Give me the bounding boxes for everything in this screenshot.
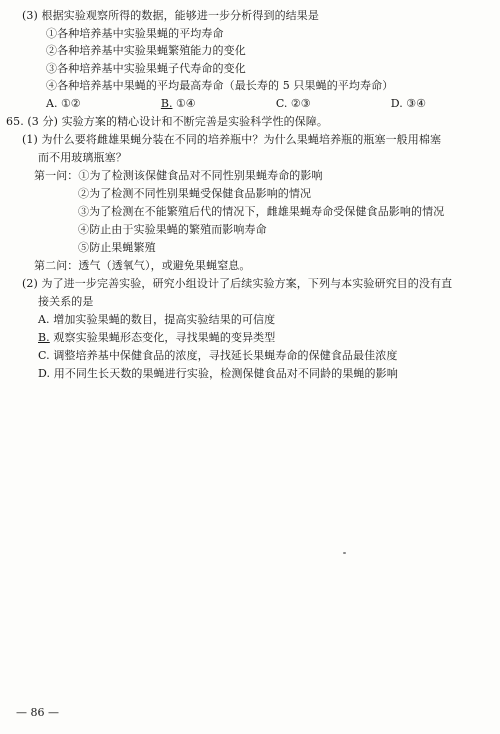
first-ask-prefix: 第一问：: [34, 169, 79, 182]
first-ask-item-5: ⑤防止果蝇繁殖: [78, 241, 156, 254]
q3-option-a: A. ①②: [46, 97, 81, 110]
q3-item-3: ③各种培养基中实验果蝇子代寿命的变化: [46, 62, 246, 75]
q3-stem: (3) 根据实验观察所得的数据，能够进一步分析得到的结果是: [22, 9, 319, 22]
q3-option-b: B. ①④: [160, 97, 196, 110]
first-ask-item-3: ③为了检测在不能繁殖后代的情况下，雌雄果蝇寿命受保健食品影响的情况: [78, 205, 445, 218]
q65-option-a: A. 增加实验果蝇的数目，提高实验结果的可信度: [38, 313, 276, 326]
q3-options: [46, 98, 426, 109]
q3-option-b-letter: B.: [160, 97, 173, 110]
first-ask-item-2: ②为了检测不同性别果蝇受保健食品影响的情况: [78, 187, 312, 200]
page-number: — 86 —: [16, 706, 59, 719]
first-ask-item-1: ①为了检测该保健食品对不同性别果蝇寿命的影响: [78, 169, 323, 182]
q65-sub2-line1: (2) 为了进一步完善实验，研究小组设计了后续实验方案，下列与本实验研究目的没有直: [22, 277, 453, 290]
q65-option-b-letter: B.: [38, 331, 50, 344]
q65-option-b: B. 观察实验果蝇形态变化，寻找果蝇的变异类型: [38, 331, 276, 344]
q65-option-d: D. 用不同生长天数的果蝇进行实验，检测保健食品对不同龄的果蝇的影响: [38, 367, 398, 380]
q3-item-4: ④各种培养基中果蝇的平均最高寿命（最长寿的 5 只果蝇的平均寿命）: [46, 79, 394, 92]
second-ask: 第二问：透气（透氧气），或避免果蝇窒息。: [34, 259, 251, 272]
q3-item-1: ①各种培养基中实验果蝇的平均寿命: [46, 27, 224, 40]
q65-sub1-line1: (1) 为什么要将雌雄果蝇分装在不同的培养瓶中？为什么果蝇培养瓶的瓶塞一般用棉塞: [22, 133, 442, 146]
scan-speck: [343, 552, 346, 554]
q3-option-c: C. ②③: [275, 97, 311, 110]
q65-sub2-line2: 接关系的是: [38, 295, 94, 308]
q65-first-ask-line1: [34, 170, 323, 181]
q65-sub1-line2: 而不用玻璃瓶塞？: [38, 151, 127, 164]
q65-option-c: C. 调整培养基中保健食品的浓度，寻找延长果蝇寿命的保健食品最佳浓度: [38, 349, 398, 362]
q3-option-d: D. ③④: [390, 97, 426, 110]
first-ask-item-4: ④防止由于实验果蝇的繁殖而影响寿命: [78, 223, 267, 236]
q3-item-2: ②各种培养基中实验果蝇繁殖能力的变化: [46, 44, 246, 57]
q65-header: 65. (3 分) 实验方案的精心设计和不断完善是实验科学性的保障。: [6, 115, 328, 128]
